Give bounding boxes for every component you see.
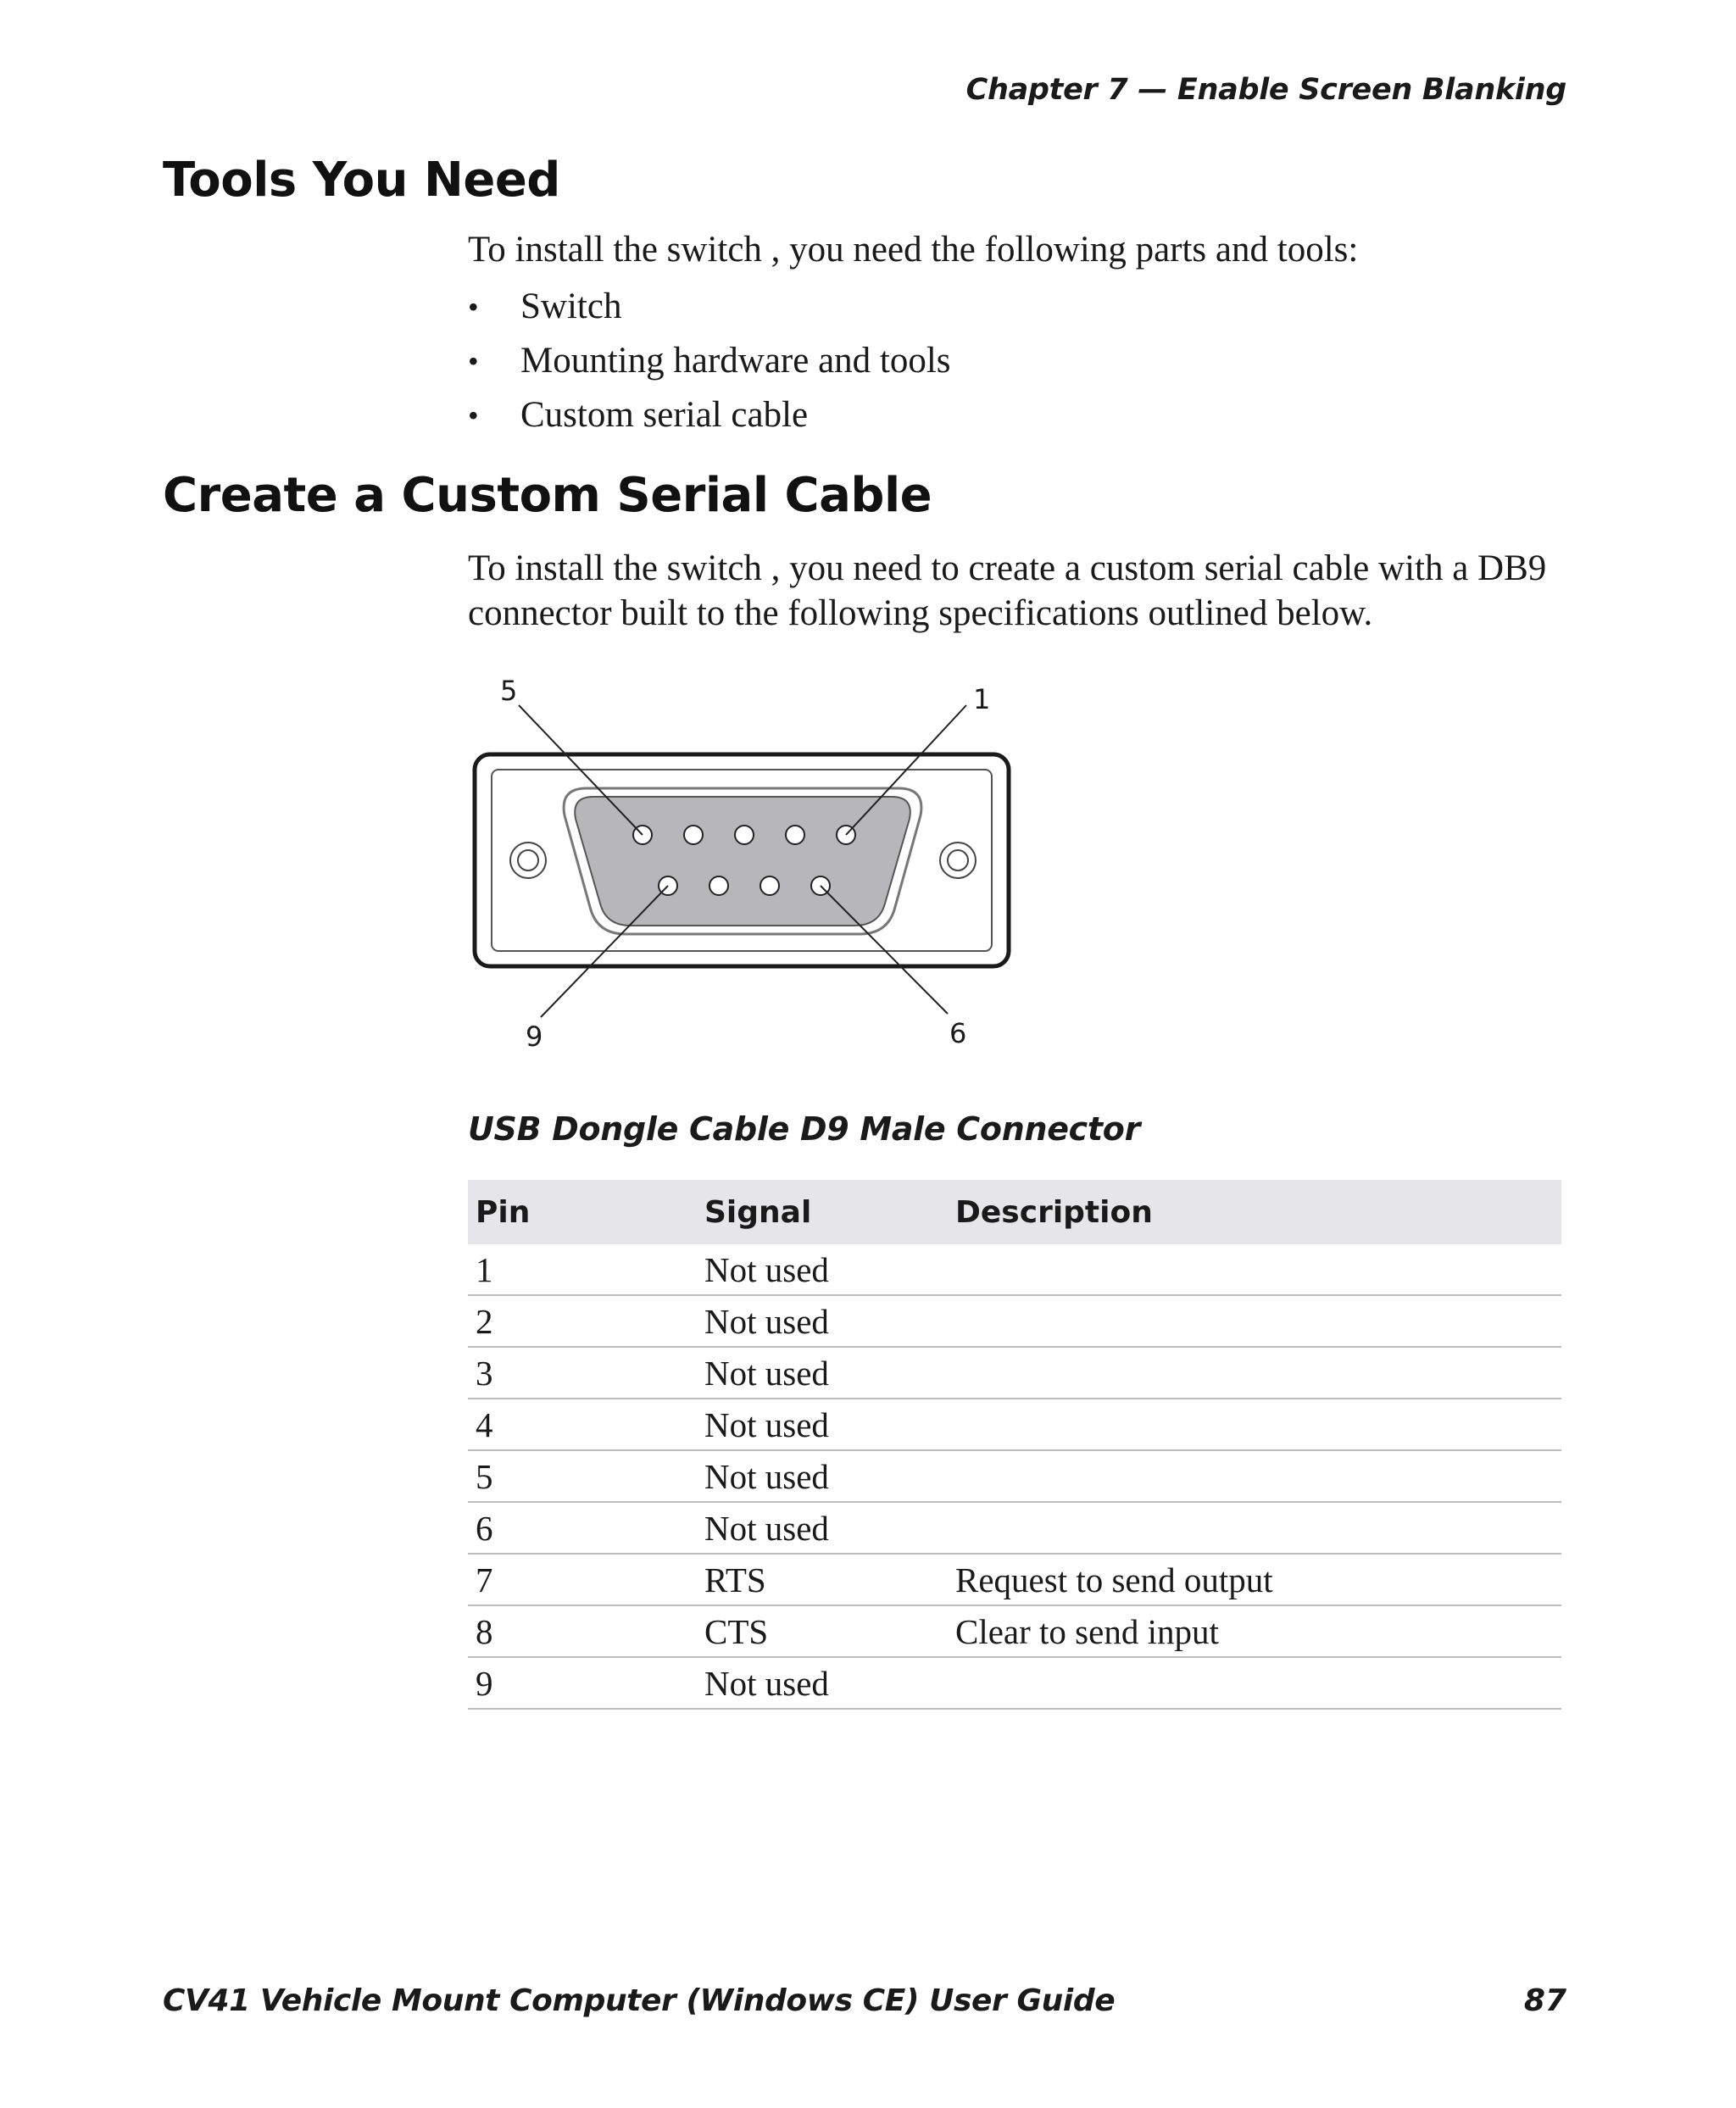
pin-table [468,1180,1561,1710]
cell-description: Request to send output [948,1554,1561,1605]
cell-signal: CTS [697,1605,948,1657]
cell-signal: Not used [697,1244,948,1295]
label-pin-1: 1 [973,683,991,715]
table-row [468,1657,1561,1709]
pin-3 [735,826,754,844]
table-row [468,1244,1561,1295]
cell-description [948,1450,1561,1502]
pin-4 [684,826,703,844]
table-row [468,1295,1561,1347]
pin-7 [760,876,779,895]
label-pin-6: 6 [949,1017,967,1049]
cell-description [948,1657,1561,1709]
cell-pin: 2 [468,1295,697,1347]
cell-pin: 3 [468,1347,697,1399]
footer-title: CV41 Vehicle Mount Computer (Windows CE) User Guide [163,1983,1116,2018]
cell-description [948,1399,1561,1450]
tools-list [468,280,951,442]
chapter-header: Chapter 7 — Enable Screen Blanking [965,73,1566,107]
cell-signal: Not used [697,1347,948,1399]
table-row [468,1605,1561,1657]
list-item: • Switch [468,280,951,334]
db9-connector-diagram [458,670,1034,1060]
cell-description [948,1502,1561,1554]
cell-pin: 1 [468,1244,697,1295]
pin-8 [709,876,728,895]
cell-signal: Not used [697,1502,948,1554]
label-pin-9: 9 [526,1021,543,1053]
heading-create-custom-cable: Create a Custom Serial Cable [163,468,932,523]
cell-description [948,1347,1561,1399]
list-item: • Mounting hardware and tools [468,334,951,388]
table-row [468,1399,1561,1450]
table-row [468,1502,1561,1554]
table-row [468,1347,1561,1399]
mounting-hole-left-inner [518,850,538,870]
cell-signal: Not used [697,1399,948,1450]
heading-tools-you-need: Tools You Need [163,153,560,208]
cable-intro: To install the switch , you need to create a custom serial cable with a DB9 connector built to the following specifications outlined below. [468,548,1547,633]
column-header-pin: Pin [468,1180,697,1244]
list-item: • Custom serial cable [468,388,951,442]
label-pin-5: 5 [500,675,518,707]
tools-intro: To install the switch , you need the following parts and tools: [468,230,1359,270]
table-row [468,1554,1561,1605]
cell-signal: RTS [697,1554,948,1605]
cell-description [948,1295,1561,1347]
mounting-hole-right-inner [948,850,968,870]
cell-pin: 7 [468,1554,697,1605]
pin-2 [786,826,804,844]
cell-signal: Not used [697,1450,948,1502]
column-header-signal: Signal [697,1180,948,1244]
cell-description: Clear to send input [948,1605,1561,1657]
cell-pin: 4 [468,1399,697,1450]
table-row [468,1450,1561,1502]
cell-signal: Not used [697,1295,948,1347]
table-header-row [468,1180,1561,1244]
table-caption: USB Dongle Cable D9 Male Connector [468,1110,1141,1148]
column-header-description: Description [948,1180,1561,1244]
cell-pin: 8 [468,1605,697,1657]
page-number: 87 [1523,1983,1566,2018]
cell-description [948,1244,1561,1295]
cell-signal: Not used [697,1657,948,1709]
cell-pin: 5 [468,1450,697,1502]
cell-pin: 9 [468,1657,697,1709]
cell-pin: 6 [468,1502,697,1554]
